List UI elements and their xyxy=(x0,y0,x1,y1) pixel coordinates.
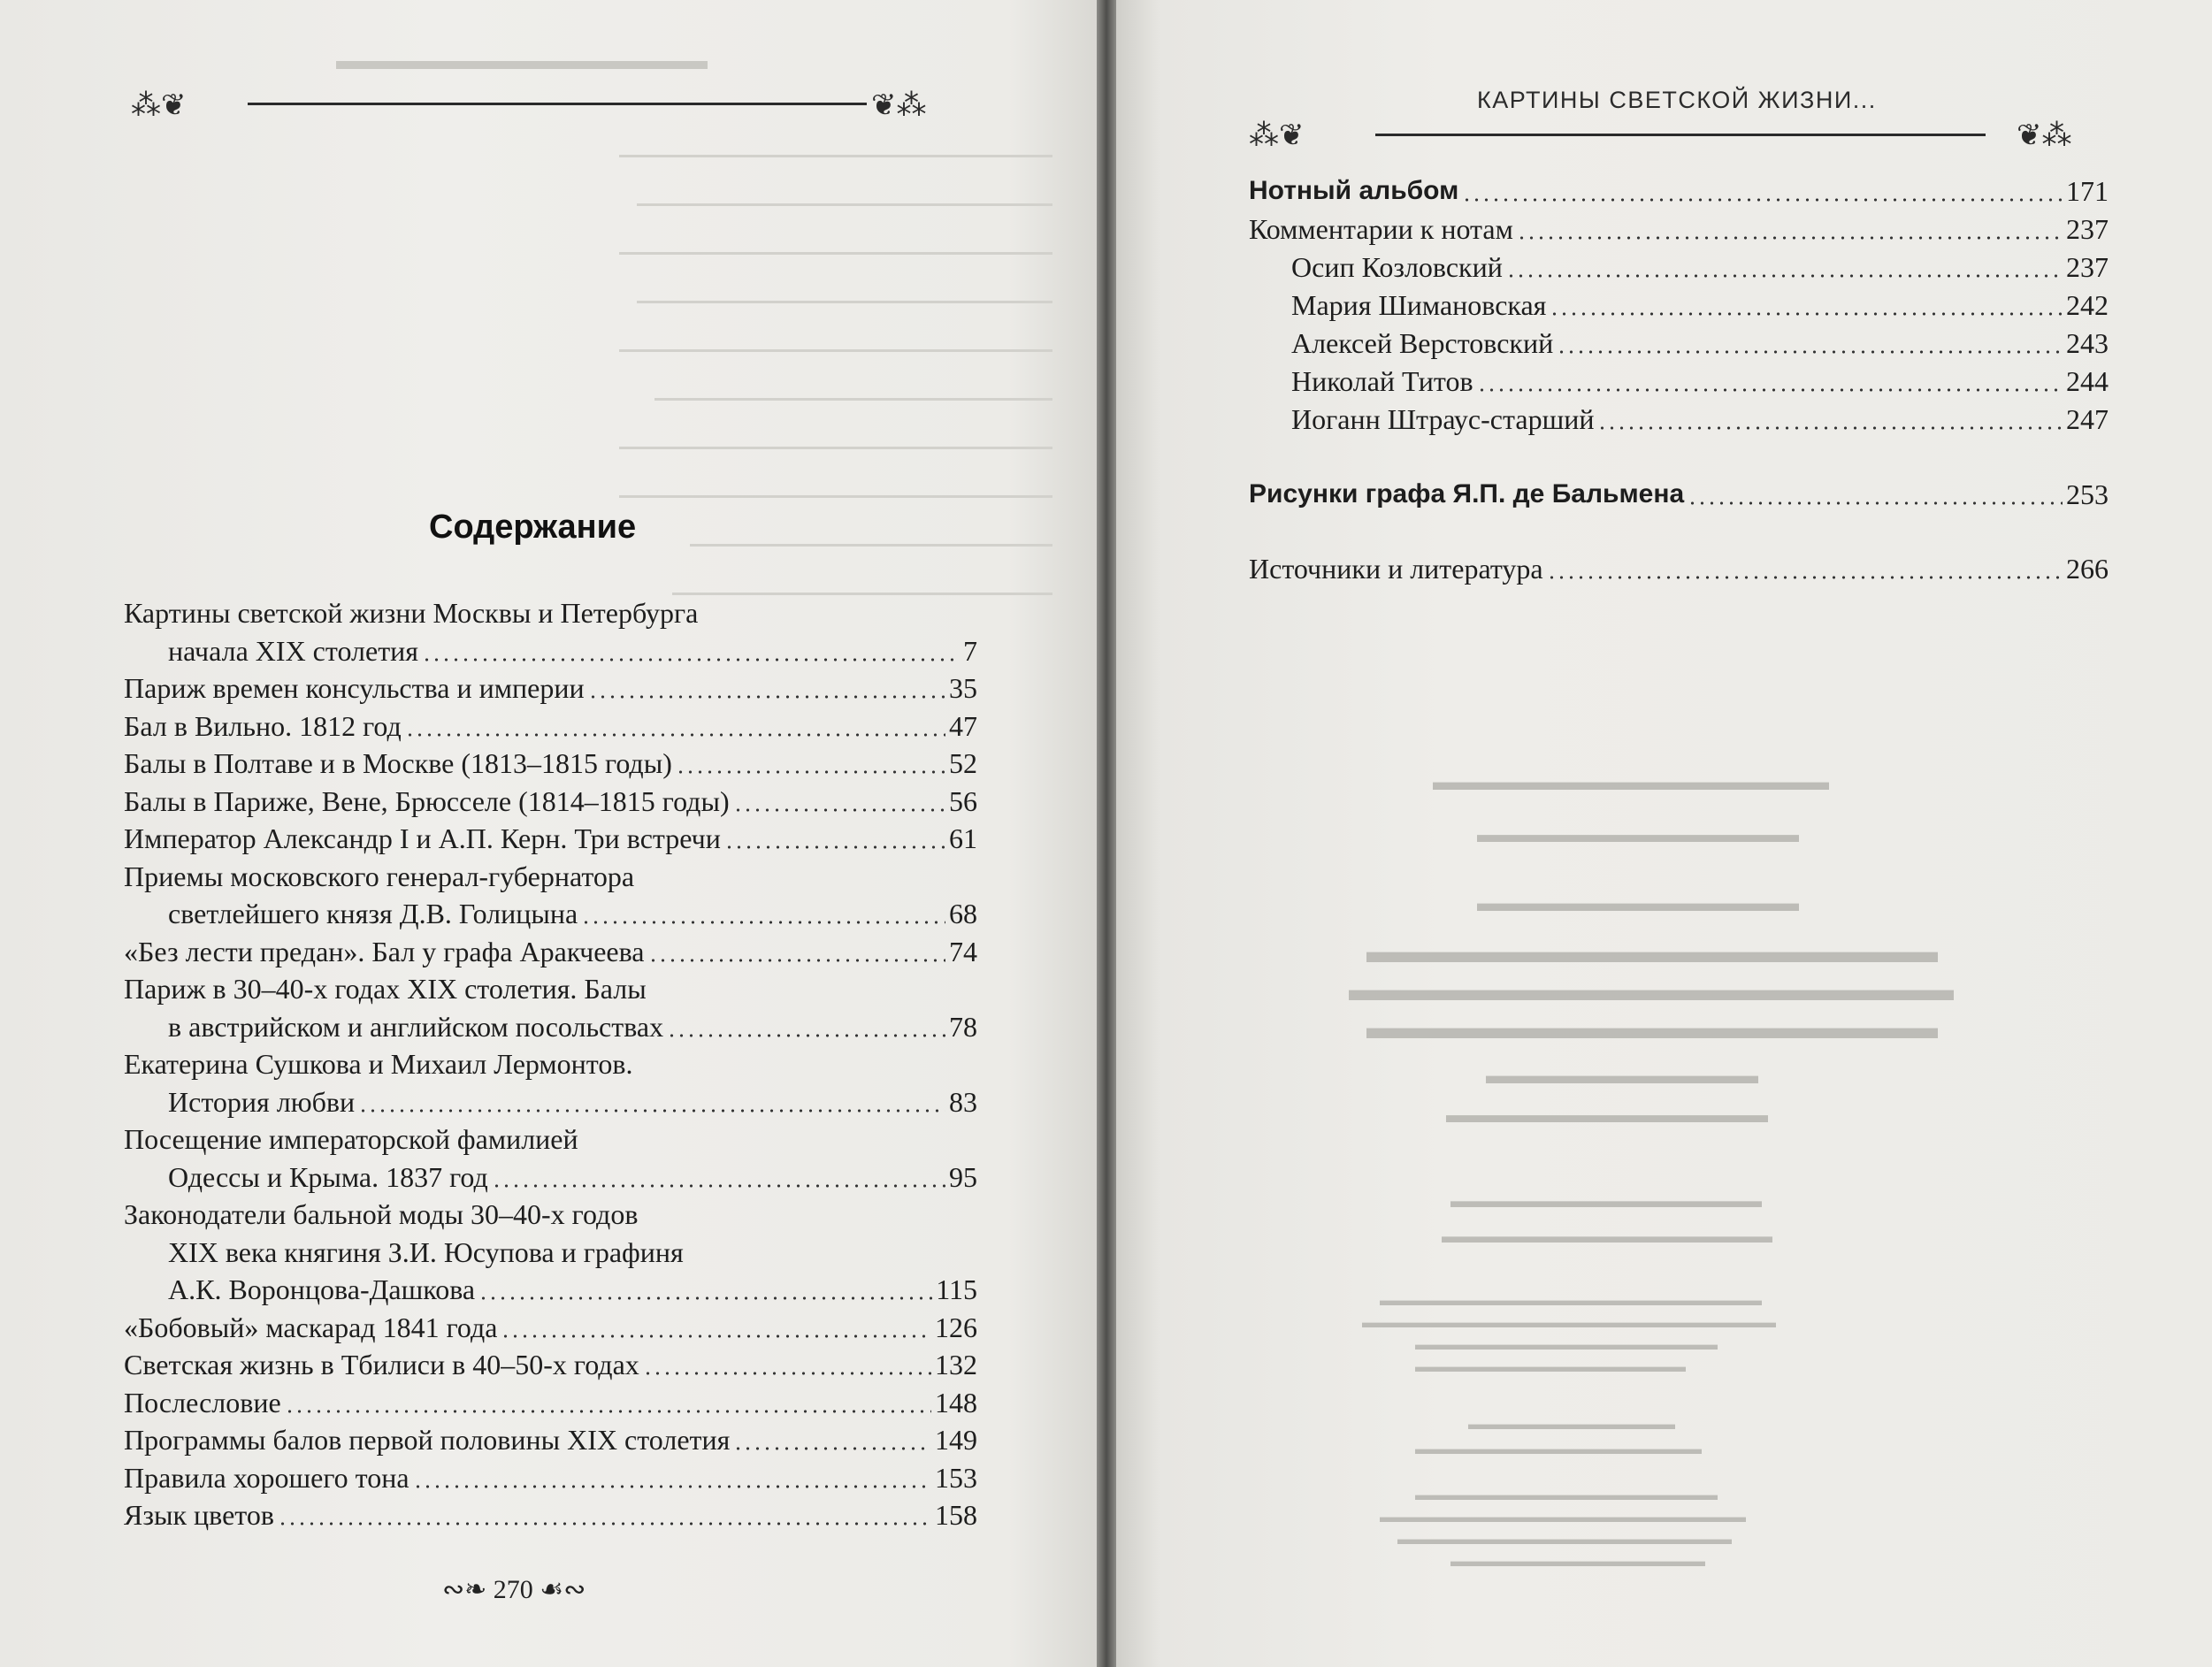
folio-ornament-left-icon: ∾❧ xyxy=(442,1574,487,1605)
right-header-rule xyxy=(1375,134,1986,136)
toc-entry-title: Послесловие xyxy=(124,1386,281,1418)
toc-entry-page: 171 xyxy=(2066,175,2109,207)
leader-dots xyxy=(1477,388,2063,392)
toc-entry-title: Нотный альбом xyxy=(1249,176,1459,205)
toc-entry xyxy=(168,1158,977,1196)
toc-entry xyxy=(124,820,977,857)
leader-dots xyxy=(676,770,945,774)
toc-entry-title: Иоганн Штраус-старший xyxy=(1291,403,1595,435)
toc-entry-title: Комментарии к нотам xyxy=(1249,213,1513,245)
left-folio xyxy=(442,1574,586,1605)
toc-entry xyxy=(1291,249,2109,286)
toc-entry xyxy=(168,632,977,669)
leader-dots xyxy=(1506,274,2063,278)
leader-dots xyxy=(478,1296,932,1300)
toc-entry-page: 47 xyxy=(949,709,977,742)
toc-entry-title: Светская жизнь в Тбилиси в 40–50-х годах xyxy=(124,1349,639,1380)
toc-entry-title: Балы в Париже, Вене, Брюсселе (1814–1815 годы) xyxy=(124,784,730,817)
toc-entry-title: Париж времен консульства и империи xyxy=(124,672,585,704)
toc-entry-page: 237 xyxy=(2066,251,2109,283)
toc-entry-page: 237 xyxy=(2066,213,2109,245)
leader-dots xyxy=(1688,501,2063,505)
leader-dots xyxy=(588,695,945,699)
folio-number: 270 xyxy=(493,1575,533,1604)
toc-entry-title: «Без лести предан». Бал у графа Аракчеева xyxy=(124,935,645,967)
toc-entry xyxy=(1249,476,2109,513)
folio-ornament-right-icon: ☙∾ xyxy=(540,1574,586,1605)
toc-entry xyxy=(168,1271,977,1308)
toc-entry-title-line: Париж в 30–40-х годах XIX столетия. Балы xyxy=(124,973,647,1005)
leader-dots xyxy=(1517,236,2063,240)
toc-entry xyxy=(1291,325,2109,362)
toc-entry xyxy=(124,933,977,970)
toc-entry xyxy=(124,1496,977,1533)
toc-title: Содержание xyxy=(429,509,637,546)
toc-entry-title: Рисунки графа Я.П. де Бальмена xyxy=(1249,479,1685,509)
toc-entry xyxy=(1291,401,2109,438)
toc-entry xyxy=(168,895,977,932)
book-gutter xyxy=(1097,0,1116,1667)
running-head: КАРТИНЫ СВЕТСКОЙ ЖИЗНИ... xyxy=(1477,87,1877,113)
toc-entry xyxy=(124,745,977,782)
left-header-ornament-right-icon: ❦⁂ xyxy=(871,88,927,123)
toc-entry-page: 247 xyxy=(2066,403,2109,435)
leader-dots xyxy=(285,1410,931,1413)
toc-entry-title-line: XIX века княгиня З.И. Юсупова и графиня xyxy=(168,1235,684,1268)
toc-entry-page: 35 xyxy=(949,672,977,704)
leader-dots xyxy=(1462,198,2063,202)
toc-entry-page: 153 xyxy=(935,1461,977,1494)
leader-dots xyxy=(1547,576,2063,579)
toc-entry-title: «Бобовый» маскарад 1841 года xyxy=(124,1311,498,1343)
toc-entry-title: начала XIX столетия xyxy=(168,634,419,667)
toc-entry xyxy=(1249,172,2109,210)
toc-entry-page: 7 xyxy=(963,634,977,667)
leader-dots xyxy=(648,959,946,962)
toc-entry-title: Правила хорошего тона xyxy=(124,1461,409,1494)
toc-entry-page: 266 xyxy=(2066,553,2109,585)
toc-entry-page: 83 xyxy=(949,1085,977,1118)
toc-entry xyxy=(1291,363,2109,400)
toc-entry-title: Мария Шимановская xyxy=(1291,289,1547,321)
toc-entry-page: 78 xyxy=(949,1010,977,1043)
toc-entry xyxy=(168,1008,977,1045)
toc-entry-title: Одессы и Крыма. 1837 год xyxy=(168,1160,488,1193)
toc-entry-title-line: Екатерина Сушкова и Михаил Лермонтов. xyxy=(124,1048,633,1080)
leader-dots xyxy=(405,733,945,737)
toc-entry-page: 244 xyxy=(2066,365,2109,397)
leader-dots xyxy=(278,1522,931,1526)
toc-entry-title-line: Посещение императорской фамилией xyxy=(124,1123,578,1155)
toc-entry-title: Осип Козловский xyxy=(1291,251,1503,283)
toc-entry-title: Император Александр I и А.П. Керн. Три встречи xyxy=(124,822,721,854)
left-header-ornament-left-icon: ⁂❦ xyxy=(131,88,187,123)
leader-dots xyxy=(667,1034,945,1037)
toc-entry-page: 158 xyxy=(935,1499,977,1531)
leader-dots xyxy=(1557,350,2063,354)
left-header-rule xyxy=(248,103,867,105)
toc-entry xyxy=(124,1384,977,1421)
toc-entry-page: 95 xyxy=(949,1160,977,1193)
leader-dots xyxy=(643,1372,931,1375)
toc-entry-page: 243 xyxy=(2066,327,2109,359)
leader-dots xyxy=(581,921,945,924)
toc-entry xyxy=(124,1309,977,1346)
toc-entry xyxy=(1291,287,2109,324)
toc-entry-page: 148 xyxy=(935,1386,977,1418)
leader-dots xyxy=(501,1334,931,1338)
leader-dots xyxy=(733,808,945,812)
toc-entry-title: Алексей Верстовский xyxy=(1291,327,1554,359)
toc-entry-page: 56 xyxy=(949,784,977,817)
toc-entry-page: 126 xyxy=(935,1311,977,1343)
toc-entry xyxy=(124,707,977,745)
leader-dots xyxy=(422,658,960,661)
toc-entry xyxy=(124,783,977,820)
toc-entry-page: 253 xyxy=(2066,478,2109,510)
toc-entry xyxy=(1249,550,2109,587)
leader-dots xyxy=(724,845,945,849)
toc-entry-page: 242 xyxy=(2066,289,2109,321)
toc-entry-title: Бал в Вильно. 1812 год xyxy=(124,709,402,742)
leader-dots xyxy=(733,1447,931,1450)
toc-entry-page: 115 xyxy=(936,1273,977,1305)
toc-entry xyxy=(124,669,977,707)
toc-entry-page: 74 xyxy=(949,935,977,967)
leader-dots xyxy=(1597,426,2063,430)
toc-entry-title: Николай Титов xyxy=(1291,365,1473,397)
toc-entry xyxy=(1249,210,2109,248)
toc-entry-title: светлейшего князя Д.В. Голицына xyxy=(168,898,578,929)
toc-entry-title: в австрийском и английском посольствах xyxy=(168,1010,664,1043)
toc-entry-title: А.К. Воронцова-Дашкова xyxy=(168,1273,476,1305)
toc-entry-title-line: Приемы московского генерал-губернатора xyxy=(124,860,635,892)
toc-entry-title: История любви xyxy=(168,1085,356,1118)
toc-entry xyxy=(124,1459,977,1496)
right-header-ornament-left-icon: ⁂❦ xyxy=(1249,118,1305,153)
right-header-ornament-right-icon: ❦⁂ xyxy=(2017,118,2072,153)
toc-entry-page: 68 xyxy=(949,898,977,929)
leader-dots xyxy=(358,1109,945,1113)
toc-entry-page: 52 xyxy=(949,747,977,779)
toc-entry-title: Программы балов первой половины XIX столетия xyxy=(124,1424,731,1456)
toc-entry-title: Балы в Полтаве и в Москве (1813–1815 годы) xyxy=(124,747,672,779)
toc-entry xyxy=(124,1421,977,1458)
toc-entry-page: 132 xyxy=(935,1349,977,1380)
toc-entry-page: 61 xyxy=(949,822,977,854)
leader-dots xyxy=(492,1184,945,1188)
toc-entry xyxy=(168,1083,977,1120)
toc-entry-title-line: Картины светской жизни Москвы и Петербурга xyxy=(124,597,699,629)
toc-entry-title: Источники и литература xyxy=(1249,553,1543,585)
leader-dots xyxy=(413,1485,931,1488)
toc-entry-title-line: Законодатели бальной моды 30–40-х годов xyxy=(124,1198,639,1230)
toc-entry-page: 149 xyxy=(935,1424,977,1456)
toc-entry-title: Язык цветов xyxy=(124,1499,274,1531)
leader-dots xyxy=(1550,312,2063,316)
toc-entry xyxy=(124,1346,977,1383)
